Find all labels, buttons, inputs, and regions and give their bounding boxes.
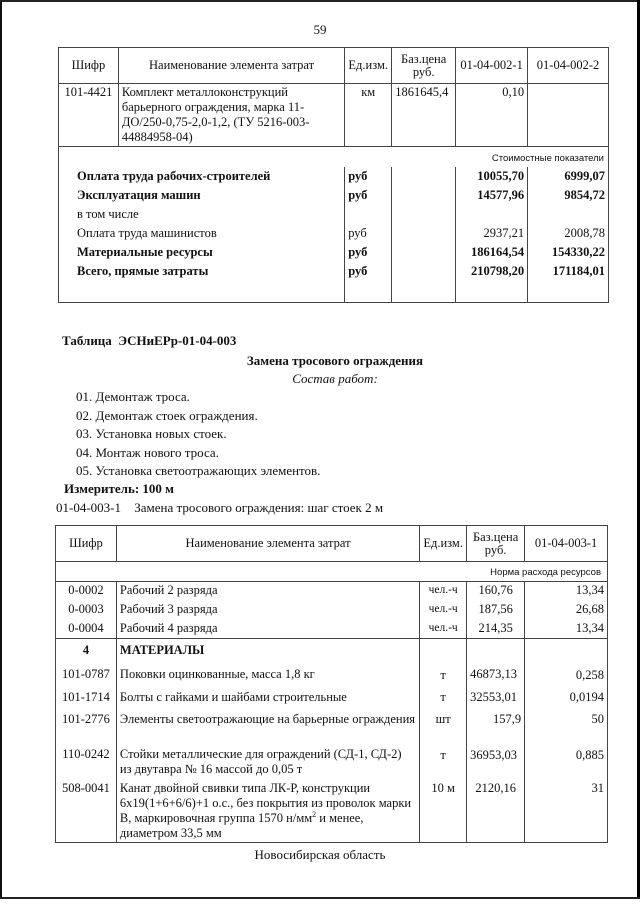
- work-item: 01. Демонтаж троса.: [76, 389, 190, 404]
- cost-name: Эксплуатация машин: [59, 186, 345, 205]
- cost-value-2: 154330,22: [528, 243, 609, 262]
- cost-table-01-04-002: [58, 47, 609, 303]
- group-name: МАТЕРИАЛЫ: [116, 639, 419, 663]
- work-item: 03. Установка новых стоек.: [76, 426, 227, 441]
- header-base-price: Баз.цена руб.: [467, 526, 525, 562]
- header-unit: Ед.изм.: [345, 48, 392, 84]
- row-price: 2120,16: [467, 779, 525, 843]
- work-item: 02. Демонтаж стоек ограждения.: [76, 407, 258, 423]
- item-unit: км: [345, 84, 392, 147]
- item-code: 101-4421: [59, 84, 119, 147]
- empty-cell: [420, 639, 467, 663]
- table-row: [56, 745, 608, 779]
- page-edge-left: [0, 0, 2, 899]
- header-col-1: 01-04-002-1: [456, 48, 528, 84]
- cost-value-1: 2937,21: [456, 224, 528, 243]
- empty-cell: [525, 639, 608, 663]
- row-value: 0,885: [525, 745, 608, 779]
- row-code: 110-0242: [56, 745, 117, 779]
- table-row: [59, 186, 609, 205]
- cost-value-2: 171184,01: [528, 262, 609, 302]
- cost-unit: руб: [345, 186, 392, 205]
- header-code: Шифр: [59, 48, 119, 84]
- header-col-1: 01-04-003-1: [525, 526, 608, 562]
- cost-name: Оплата труда рабочих-строителей: [59, 167, 345, 186]
- row-value: 0,258: [525, 663, 608, 687]
- table-row: [59, 262, 609, 302]
- table-row: [56, 601, 608, 620]
- cost-name: в том числе: [59, 205, 345, 224]
- cost-name: Оплата труда машинистов: [59, 224, 345, 243]
- cost-value-2: 2008,78: [528, 224, 609, 243]
- norm-name: Замена тросового ограждения: шаг стоек 2 м: [134, 500, 384, 515]
- resource-table-01-04-003: [55, 525, 608, 843]
- cost-value-1: 10055,70: [456, 167, 528, 186]
- cost-value-1: 186164,54: [456, 243, 528, 262]
- row-value: 31: [525, 779, 608, 843]
- header-name: Наименование элемента затрат: [118, 48, 344, 84]
- row-name: Рабочий 2 разряда: [116, 582, 419, 601]
- row-name: Рабочий 4 разряда: [116, 620, 419, 639]
- empty-cell: [392, 205, 456, 224]
- section-label-row: [56, 562, 608, 582]
- page-number: 59: [313, 22, 327, 37]
- empty-cell: [392, 224, 456, 243]
- item-value-2: [528, 84, 609, 147]
- row-unit: 10 м: [420, 779, 467, 843]
- cost-value-1: 14577,96: [456, 186, 528, 205]
- table-header-row: [59, 48, 609, 84]
- header-code: Шифр: [56, 526, 117, 562]
- group-code: 4: [56, 639, 117, 663]
- norm-code: 01-04-003-1: [56, 500, 121, 515]
- cost-unit: руб: [345, 224, 392, 243]
- empty-cell: [392, 167, 456, 186]
- row-code: 508-0041: [56, 779, 117, 843]
- table-row: [56, 620, 608, 639]
- row-value: 13,34: [525, 582, 608, 601]
- row-price: 36953,03: [467, 745, 525, 779]
- table-row: [59, 224, 609, 243]
- cost-unit: руб: [345, 262, 392, 302]
- row-name: Элементы светоотражающие на барьерные ограждения: [116, 709, 419, 745]
- item-value-1: 0,10: [456, 84, 528, 147]
- table-row: [56, 582, 608, 601]
- page-edge-top: [0, 0, 640, 2]
- empty-cell: [467, 639, 525, 663]
- cost-value-2: 9854,72: [528, 186, 609, 205]
- cost-name: Материальные ресурсы: [59, 243, 345, 262]
- section-label: Норма расхода ресурсов: [56, 562, 608, 582]
- row-code: 101-0787: [56, 663, 117, 687]
- cost-value-2: 6999,07: [528, 167, 609, 186]
- row-code: 101-2776: [56, 709, 117, 745]
- table-row: [59, 205, 609, 224]
- header-base-price: Баз.цена руб.: [392, 48, 456, 84]
- table-row: [56, 709, 608, 745]
- measure-unit: Измеритель: 100 м: [64, 481, 175, 496]
- row-price: 214,35: [467, 620, 525, 639]
- table-row: [59, 167, 609, 186]
- row-name: [116, 779, 419, 843]
- empty-cell: [392, 186, 456, 205]
- table-title: Таблица ЭСНиЕРр-01-04-003: [62, 333, 237, 348]
- header-unit: Ед.изм.: [420, 526, 467, 562]
- table-row: [56, 779, 608, 843]
- row-price: 46873,13: [467, 663, 525, 687]
- table-row: [56, 663, 608, 687]
- superscript: 2: [312, 809, 317, 819]
- row-name: Рабочий 3 разряда: [116, 601, 419, 620]
- row-code: 0-0004: [56, 620, 117, 639]
- row-unit: шт: [420, 709, 467, 745]
- row-unit: чел.-ч: [420, 601, 467, 620]
- row-code: 101-1714: [56, 687, 117, 709]
- cost-unit: руб: [345, 167, 392, 186]
- table-row: [59, 84, 609, 147]
- row-name: Болты с гайками и шайбами строительные: [116, 687, 419, 709]
- row-unit: т: [420, 663, 467, 687]
- page-edge-bottom: [0, 897, 640, 899]
- row-price: 187,56: [467, 601, 525, 620]
- cost-name: Всего, прямые затраты: [59, 262, 345, 302]
- work-item: 04. Монтаж нового троса.: [76, 444, 219, 460]
- norm-line: [56, 500, 383, 516]
- row-price: 32553,01: [467, 687, 525, 709]
- cost-value-1: 210798,20: [456, 262, 528, 302]
- materials-group-row: [56, 639, 608, 663]
- section-label-row: [59, 147, 609, 168]
- cost-value-1: [456, 205, 528, 224]
- header-name: Наименование элемента затрат: [116, 526, 419, 562]
- cost-unit: руб: [345, 243, 392, 262]
- header-col-2: 01-04-002-2: [528, 48, 609, 84]
- row-value: 50: [525, 709, 608, 745]
- empty-cell: [392, 243, 456, 262]
- item-name: Комплект металлоконструкций барьерного ограждения, марка 11-ДО/250-0,75-2,0-1,2, (ТУ 5216-003-44884958-04): [118, 84, 344, 147]
- row-value: 0,0194: [525, 687, 608, 709]
- section-label: Стоимостные показатели: [59, 147, 609, 168]
- row-price: 160,76: [467, 582, 525, 601]
- work-item: 05. Установка светоотражающих элементов.: [76, 463, 321, 478]
- rope-name-text: Канат двойной свивки типа ЛК-Р, конструкции 6х19(1+6+6/6)+1 о.с., без покрытия из проволок марки В, маркировочная группа 1570 н/мм: [119, 780, 412, 825]
- row-unit: т: [420, 687, 467, 709]
- row-unit: чел.-ч: [420, 582, 467, 601]
- rope-name-text-end: и менее, диаметром 33,5 мм: [119, 810, 364, 840]
- row-name: Поковки оцинкованные, масса 1,8 кг: [116, 663, 419, 687]
- table-row: [56, 687, 608, 709]
- cost-unit: [345, 205, 392, 224]
- row-unit: т: [420, 745, 467, 779]
- table-row: [59, 243, 609, 262]
- row-value: 26,68: [525, 601, 608, 620]
- cost-value-2: [528, 205, 609, 224]
- table-header-row: [56, 526, 608, 562]
- row-code: 0-0002: [56, 582, 117, 601]
- row-unit: чел.-ч: [420, 620, 467, 639]
- section-subtitle: Замена тросового ограждения: [246, 353, 424, 368]
- works-list: [76, 388, 320, 481]
- item-base-price: 1861645,4: [392, 84, 456, 147]
- row-price: 157,9: [467, 709, 525, 745]
- empty-cell: [392, 262, 456, 302]
- works-heading: Состав работ:: [292, 371, 378, 386]
- page-footer: Новосибирская область: [254, 847, 386, 862]
- row-name: Стойки металлические для ограждений (СД-1, СД-2) из двутавра № 16 массой до 0,05 т: [116, 745, 419, 779]
- row-value: 13,34: [525, 620, 608, 639]
- row-code: 0-0003: [56, 601, 117, 620]
